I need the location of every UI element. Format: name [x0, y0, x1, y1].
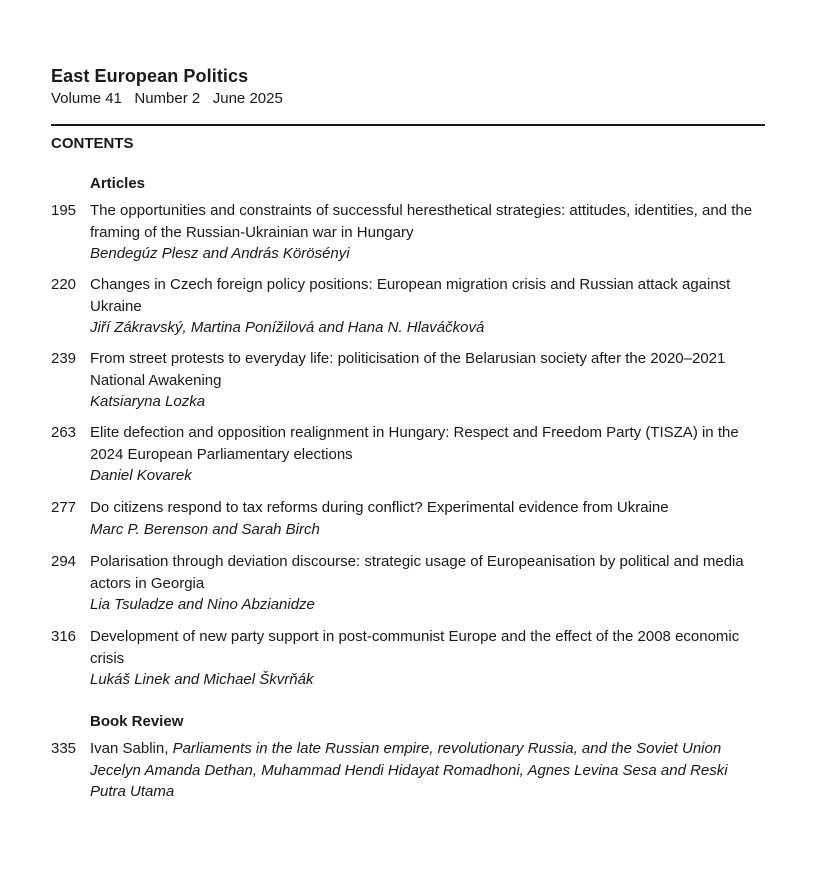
entry-authors: Jiří Zákravský, Martina Ponížilová and Hana N. Hlaváčková: [90, 319, 485, 336]
toc-entry[interactable]: [51, 348, 765, 413]
section-heading-book-review: Book Review: [90, 713, 184, 730]
section-heading-articles: Articles: [90, 175, 146, 192]
entry-page-number: 277: [51, 499, 77, 516]
entry-page-number: 335: [51, 740, 77, 757]
toc-entry[interactable]: [51, 422, 765, 487]
issue-info: Volume 41 Number 2 June 2025: [51, 90, 283, 107]
toc-entry[interactable]: [51, 274, 765, 339]
book-author: Ivan Sablin,: [90, 740, 169, 757]
journal-title: East European Politics: [51, 66, 249, 86]
entry-page-number: 239: [51, 350, 77, 367]
book-title: Parliaments in the late Russian empire, revolutionary Russia, and the Soviet Union: [172, 740, 722, 757]
entry-page-number: 263: [51, 424, 77, 441]
entry-title[interactable]: Polarisation through deviation discourse: strategic usage of Europeanisation by political and media actors in Georgia: [90, 553, 744, 592]
toc-entry[interactable]: [51, 626, 765, 691]
entry-page-number: 195: [51, 202, 77, 219]
entry-authors: Jecelyn Amanda Dethan, Muhammad Hendi Hidayat Romadhoni, Agnes Levina Sesa and Reski Putra Utama: [90, 761, 728, 800]
entry-title[interactable]: Development of new party support in post-communist Europe and the effect of the 2008 economic crisis: [90, 628, 740, 667]
entry-authors: Katsiaryna Lozka: [90, 393, 206, 410]
toc-entry[interactable]: [51, 497, 765, 540]
toc-entry-book-review[interactable]: [51, 738, 765, 803]
contents-heading: CONTENTS: [51, 135, 134, 152]
entry-page-number: 294: [51, 553, 77, 570]
entry-title[interactable]: Do citizens respond to tax reforms during conflict? Experimental evidence from Ukraine: [90, 499, 669, 516]
entry-page-number: 316: [51, 628, 77, 645]
header-divider: [51, 124, 765, 126]
toc-entry[interactable]: [51, 200, 765, 265]
entry-title[interactable]: Elite defection and opposition realignment in Hungary: Respect and Freedom Party (TISZA) in the 2024 European Parliamentary elections: [90, 424, 739, 463]
entry-authors: Lia Tsuladze and Nino Abzianidze: [90, 596, 315, 613]
entry-authors: Bendegúz Plesz and András Körösényi: [90, 245, 350, 262]
entry-title[interactable]: [90, 738, 765, 760]
entry-page-number: 220: [51, 276, 77, 293]
entry-title[interactable]: Changes in Czech foreign policy positions: European migration crisis and Russian attack against Ukraine: [90, 276, 731, 315]
entry-authors: Marc P. Berenson and Sarah Birch: [90, 520, 320, 538]
toc-entry[interactable]: [51, 551, 765, 616]
entry-title[interactable]: From street protests to everyday life: politicisation of the Belarusian society after the 2020–2021 National Awakening: [90, 350, 726, 389]
entry-title[interactable]: The opportunities and constraints of successful heresthetical strategies: attitudes, identities, and the framing of the Russian-Ukrainian war in Hungary: [90, 202, 753, 241]
entry-authors: Daniel Kovarek: [90, 467, 192, 484]
entry-authors: Lukáš Linek and Michael Škvrňák: [90, 671, 314, 688]
